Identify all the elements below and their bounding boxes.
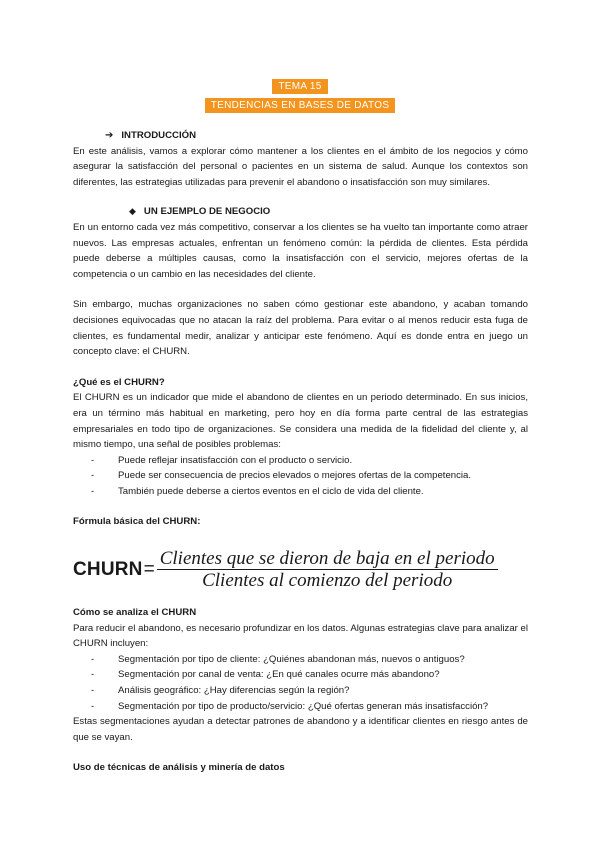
list-marker: - (91, 470, 95, 482)
intro-heading (73, 128, 528, 144)
formula-heading: Fórmula básica del CHURN: (73, 516, 201, 528)
list-marker: - (91, 669, 95, 681)
list-item: - Puede reflejar insatisfacción con el producto o servicio. (91, 453, 528, 469)
intro-paragraph: En este análisis, vamos a explorar cómo mantener a los clientes en el ámbito de los negocios y cómo asegurar la satisfacción del personal o pacientes en un sistema de salud. Aunque los contextos son diferentes, las estrategias utilizadas para prevenir el abandono o insatisfacción son muy similares. (73, 145, 528, 188)
formula-denominator: Clientes al comienzo del periodo (202, 570, 453, 592)
formula-fraction (157, 548, 498, 591)
document-body (73, 128, 528, 776)
what-is-list (73, 453, 528, 500)
list-marker: - (91, 485, 95, 497)
churn-formula (73, 548, 528, 591)
analysis-closing: Estas segmentaciones ayudan a detectar patrones de abandono y a identificar clientes en riesgo antes de que se vayan. (73, 716, 528, 743)
what-is-heading: ¿Qué es el CHURN? (73, 376, 165, 388)
list-item: - Análisis geográfico: ¿Hay diferencias según la región? (91, 683, 528, 699)
list-item: - Segmentación por tipo de producto/servicio: ¿Qué ofertas generan más insatisfacción? (91, 699, 528, 715)
formula-label: CHURN (73, 558, 143, 580)
list-marker: - (91, 700, 95, 712)
analysis-heading: Cómo se analiza el CHURN (73, 607, 197, 619)
techniques-heading: Uso de técnicas de análisis y minería de datos (73, 762, 285, 774)
list-marker: - (91, 685, 95, 697)
example-paragraph-2: Sin embargo, muchas organizaciones no saben cómo gestionar este abandono, y acaban tomando decisiones equivocadas que no atacan la raíz del problema. Para evitar o al menos reducir esta fuga de clientes, es fundamental medir, analizar y anticipar este fenómeno. Aquí es donde entra en juego un concepto clave: el CHURN. (73, 299, 528, 358)
list-item: - Segmentación por tipo de cliente: ¿Quiénes abandonan más, nuevos o antiguos? (91, 652, 528, 668)
intro-heading-text: INTRODUCCIÓN (121, 130, 197, 141)
example-heading-text: UN EJEMPLO DE NEGOCIO (143, 206, 271, 218)
formula-numerator: Clientes que se dieron de baja en el periodo (159, 548, 495, 570)
list-item: - También puede deberse a ciertos eventos en el ciclo de vida del cliente. (91, 484, 528, 500)
example-heading (73, 204, 528, 220)
subtitle-tag: TENDENCIAS EN BASES DE DATOS (205, 98, 396, 113)
example-paragraph-1: En un entorno cada vez más competitivo, conservar a los clientes se ha vuelto tan importante como atraer nuevos. Las empresas actuales, enfrentan un fenómeno común: la pérdida de clientes. Esta pérdida puede deberse a múltiples causas, como la insatisfacción con el servicio, mejores ofertas de la competencia o un cambio en las necesidades del cliente. (73, 221, 528, 280)
analysis-list (73, 652, 528, 714)
topic-tag: TEMA 15 (272, 79, 327, 94)
list-marker: - (91, 653, 95, 665)
list-item: - Segmentación por canal de venta: ¿En qué canales ocurre más abandono? (91, 667, 528, 683)
arrow-right-icon: ➔ (105, 130, 114, 141)
analysis-paragraph: Para reducir el abandono, es necesario profundizar en los datos. Algunas estrategias clave para analizar el CHURN incluyen: (73, 622, 528, 650)
list-item: - Puede ser consecuencia de precios elevados o mejores ofertas de la competencia. (91, 468, 528, 484)
formula-equals: = (143, 558, 155, 580)
what-is-paragraph: El CHURN es un indicador que mide el abandono de clientes en un periodo determinado. En sus inicios, era un término más habitual en marketing, pero hoy en día forma parte central de las estrategias empresariales en todo tipo de organizaciones. Se considera una medida de la fidelidad del cliente y, al mismo tiempo, una señal de posibles problemas: (73, 392, 528, 451)
document-header (0, 76, 600, 113)
diamond-icon: ◆ (129, 206, 136, 217)
list-marker: - (91, 454, 95, 466)
